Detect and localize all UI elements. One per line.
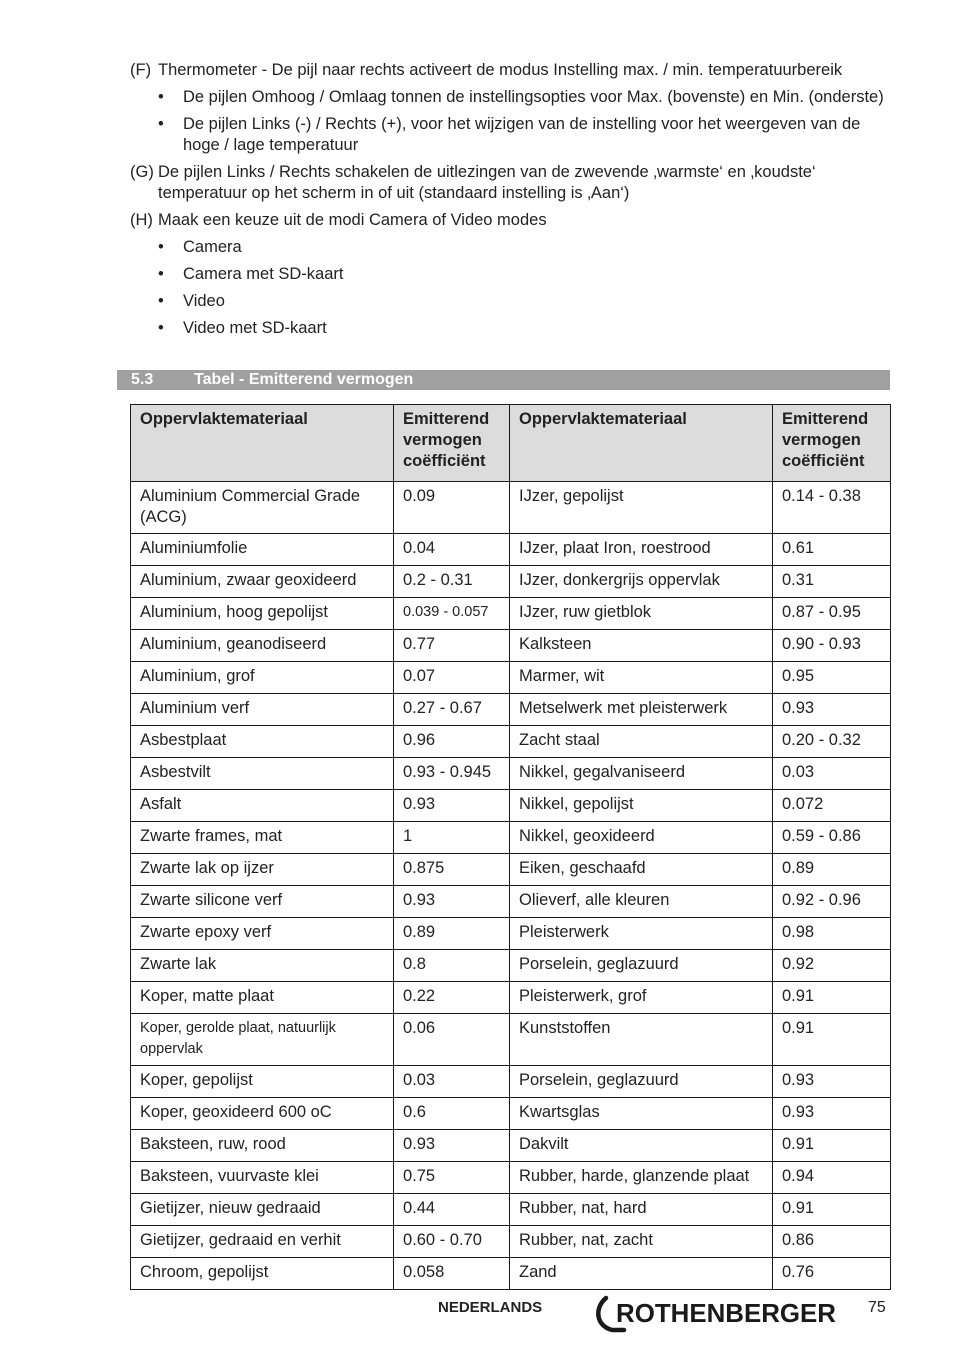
bullet-text: Video met SD-kaart	[183, 319, 327, 337]
material-cell: Zwarte silicone verf	[131, 886, 394, 918]
material-cell: Nikkel, gepolijst	[510, 790, 773, 822]
material-cell: Rubber, nat, zacht	[510, 1226, 773, 1258]
material-cell: Zwarte lak op ijzer	[131, 854, 394, 886]
table-row	[131, 822, 891, 854]
table-row	[131, 1258, 891, 1290]
material-cell: IJzer, donkergrijs oppervlak	[510, 566, 773, 598]
emissivity-cell: 0.31	[773, 566, 891, 598]
emissivity-cell: 0.60 - 0.70	[394, 1226, 510, 1258]
material-cell: Pleisterwerk, grof	[510, 982, 773, 1014]
section-title: Tabel - Emitterend vermogen	[194, 371, 414, 388]
emissivity-cell: 0.93	[394, 886, 510, 918]
bullet-icon: •	[158, 319, 164, 337]
material-cell: IJzer, plaat Iron, roestrood	[510, 534, 773, 566]
table-row	[131, 726, 891, 758]
emissivity-cell: 0.87 - 0.95	[773, 598, 891, 630]
material-cell: Aluminium, hoog gepolijst	[131, 598, 394, 630]
material-cell: Metselwerk met pleisterwerk	[510, 694, 773, 726]
footer-language: NEDERLANDS	[438, 1299, 543, 1316]
table-body	[131, 482, 891, 1290]
emissivity-cell: 0.91	[773, 1194, 891, 1226]
item-h-text: Maak een keuze uit de modi Camera of Video modes	[158, 211, 547, 229]
bullet-icon: •	[158, 115, 164, 133]
bullet-text: Camera met SD-kaart	[183, 265, 344, 283]
emissivity-cell: 0.91	[773, 1130, 891, 1162]
material-cell: Porselein, geglazuurd	[510, 1066, 773, 1098]
emissivity-cell: 1	[394, 822, 510, 854]
emissivity-cell: 0.93	[394, 1130, 510, 1162]
item-h	[130, 210, 900, 231]
table-row	[131, 1226, 891, 1258]
emissivity-cell: 0.94	[773, 1162, 891, 1194]
item-f	[130, 60, 900, 81]
material-cell: IJzer, gepolijst	[510, 482, 773, 534]
emissivity-cell: 0.14 - 0.38	[773, 482, 891, 534]
material-cell: Aluminium Commercial Grade (ACG)	[131, 482, 394, 534]
material-cell: Marmer, wit	[510, 662, 773, 694]
column-header: Oppervlaktemateriaal	[131, 405, 394, 482]
item-g-text: De pijlen Links / Rechts schakelen de uitlezingen van de zwevende ‚warmste‘ en ‚koudste‘ temperatuur op het scherm in of uit (standaard instelling is ‚Aan‘)	[158, 163, 816, 202]
material-cell: Zwarte epoxy verf	[131, 918, 394, 950]
bullet-icon: •	[158, 88, 164, 106]
emissivity-cell: 0.91	[773, 1014, 891, 1066]
emissivity-cell: 0.96	[394, 726, 510, 758]
emissivity-cell: 0.76	[773, 1258, 891, 1290]
list-item	[130, 237, 900, 258]
emissivity-cell: 0.61	[773, 534, 891, 566]
emissivity-cell: 0.058	[394, 1258, 510, 1290]
emissivity-cell: 0.59 - 0.86	[773, 822, 891, 854]
section-heading	[117, 370, 890, 390]
table-row	[131, 694, 891, 726]
emissivity-cell: 0.93	[773, 1098, 891, 1130]
logo-wordmark: ROTHENBERGER	[616, 1298, 837, 1328]
material-cell: Aluminiumfolie	[131, 534, 394, 566]
material-cell: Chroom, gepolijst	[131, 1258, 394, 1290]
material-cell: Gietijzer, nieuw gedraaid	[131, 1194, 394, 1226]
emissivity-table	[130, 404, 891, 1290]
material-cell: Koper, gepolijst	[131, 1066, 394, 1098]
list-item	[130, 318, 900, 339]
material-cell: Koper, gerolde plaat, natuurlijk oppervlak	[131, 1014, 394, 1066]
material-cell: Aluminium, geanodiseerd	[131, 630, 394, 662]
bullet-text: Video	[183, 292, 225, 310]
table-row	[131, 1014, 891, 1066]
rothenberger-logo	[592, 1294, 842, 1334]
section-number: 5.3	[131, 371, 154, 388]
table-row	[131, 758, 891, 790]
emissivity-cell: 0.2 - 0.31	[394, 566, 510, 598]
emissivity-cell: 0.8	[394, 950, 510, 982]
emissivity-cell: 0.77	[394, 630, 510, 662]
material-cell: Kwartsglas	[510, 1098, 773, 1130]
emissivity-cell: 0.91	[773, 982, 891, 1014]
emissivity-cell: 0.6	[394, 1098, 510, 1130]
item-h-label: (H)	[130, 211, 153, 229]
table-header-row	[131, 405, 891, 482]
emissivity-cell: 0.09	[394, 482, 510, 534]
table-row	[131, 482, 891, 534]
emissivity-cell: 0.06	[394, 1014, 510, 1066]
list-item	[130, 87, 900, 108]
table-row	[131, 1162, 891, 1194]
item-f-label: (F)	[130, 61, 152, 79]
bullet-icon: •	[158, 292, 164, 310]
list-item	[130, 114, 900, 156]
material-cell: Pleisterwerk	[510, 918, 773, 950]
emissivity-cell: 0.07	[394, 662, 510, 694]
emissivity-cell: 0.039 - 0.057	[394, 598, 510, 630]
material-cell: Zwarte frames, mat	[131, 822, 394, 854]
table-row	[131, 1194, 891, 1226]
emissivity-cell: 0.27 - 0.67	[394, 694, 510, 726]
material-cell: Nikkel, geoxideerd	[510, 822, 773, 854]
material-cell: Nikkel, gegalvaniseerd	[510, 758, 773, 790]
emissivity-cell: 0.44	[394, 1194, 510, 1226]
emissivity-cell: 0.86	[773, 1226, 891, 1258]
table-row	[131, 1066, 891, 1098]
bullet-text: Camera	[183, 238, 242, 256]
list-item	[130, 264, 900, 285]
material-cell: Baksteen, vuurvaste klei	[131, 1162, 394, 1194]
material-cell: Aluminium verf	[131, 694, 394, 726]
emissivity-cell: 0.89	[394, 918, 510, 950]
table-row	[131, 854, 891, 886]
material-cell: Eiken, geschaafd	[510, 854, 773, 886]
table-row	[131, 950, 891, 982]
table-row	[131, 598, 891, 630]
material-cell: Zacht staal	[510, 726, 773, 758]
bullet-text: De pijlen Links (-) / Rechts (+), voor het wijzigen van de instelling voor het weergeven van de hoge / lage temperatuur	[183, 115, 861, 154]
material-cell: Rubber, nat, hard	[510, 1194, 773, 1226]
table-row	[131, 918, 891, 950]
emissivity-cell: 0.90 - 0.93	[773, 630, 891, 662]
material-cell: Kalksteen	[510, 630, 773, 662]
material-cell: Asfalt	[131, 790, 394, 822]
bullet-icon: •	[158, 265, 164, 283]
column-header: Emitterend vermogen coëfficiënt	[394, 405, 510, 482]
instruction-text	[130, 60, 900, 345]
emissivity-cell: 0.20 - 0.32	[773, 726, 891, 758]
table-row	[131, 662, 891, 694]
page-number: 75	[868, 1299, 886, 1316]
emissivity-cell: 0.92 - 0.96	[773, 886, 891, 918]
material-cell: Koper, matte plaat	[131, 982, 394, 1014]
material-cell: Dakvilt	[510, 1130, 773, 1162]
material-cell: Kunststoffen	[510, 1014, 773, 1066]
column-header: Oppervlaktemateriaal	[510, 405, 773, 482]
emissivity-cell: 0.22	[394, 982, 510, 1014]
emissivity-cell: 0.93	[394, 790, 510, 822]
material-cell: Aluminium, zwaar geoxideerd	[131, 566, 394, 598]
item-g-label: (G)	[130, 163, 154, 181]
material-cell: Asbestplaat	[131, 726, 394, 758]
table-row	[131, 982, 891, 1014]
table-row	[131, 886, 891, 918]
bullet-text: De pijlen Omhoog / Omlaag tonnen de instellingsopties voor Max. (bovenste) en Min. (onderste)	[183, 88, 884, 106]
material-cell: Zand	[510, 1258, 773, 1290]
material-cell: Gietijzer, gedraaid en verhit	[131, 1226, 394, 1258]
material-cell: Aluminium, grof	[131, 662, 394, 694]
emissivity-cell: 0.875	[394, 854, 510, 886]
table-row	[131, 1130, 891, 1162]
material-cell: Zwarte lak	[131, 950, 394, 982]
item-f-text: Thermometer - De pijl naar rechts activeert de modus Instelling max. / min. temperatuurbereik	[158, 61, 843, 79]
emissivity-cell: 0.03	[394, 1066, 510, 1098]
emissivity-cell: 0.92	[773, 950, 891, 982]
emissivity-cell: 0.04	[394, 534, 510, 566]
table-row	[131, 566, 891, 598]
emissivity-cell: 0.03	[773, 758, 891, 790]
item-g	[130, 162, 900, 204]
emissivity-cell: 0.93	[773, 1066, 891, 1098]
material-cell: Asbestvilt	[131, 758, 394, 790]
table-row	[131, 630, 891, 662]
table-row	[131, 534, 891, 566]
emissivity-cell: 0.93	[773, 694, 891, 726]
emissivity-cell: 0.89	[773, 854, 891, 886]
list-item	[130, 291, 900, 312]
emissivity-cell: 0.072	[773, 790, 891, 822]
table-row	[131, 1098, 891, 1130]
bullet-icon: •	[158, 238, 164, 256]
table-row	[131, 790, 891, 822]
column-header: Emitterend vermogen coëfficiënt	[773, 405, 891, 482]
material-cell: Rubber, harde, glanzende plaat	[510, 1162, 773, 1194]
material-cell: Koper, geoxideerd 600 oC	[131, 1098, 394, 1130]
emissivity-cell: 0.95	[773, 662, 891, 694]
material-cell: IJzer, ruw gietblok	[510, 598, 773, 630]
emissivity-cell: 0.93 - 0.945	[394, 758, 510, 790]
emissivity-cell: 0.98	[773, 918, 891, 950]
emissivity-cell: 0.75	[394, 1162, 510, 1194]
material-cell: Olieverf, alle kleuren	[510, 886, 773, 918]
material-cell: Porselein, geglazuurd	[510, 950, 773, 982]
material-cell: Baksteen, ruw, rood	[131, 1130, 394, 1162]
